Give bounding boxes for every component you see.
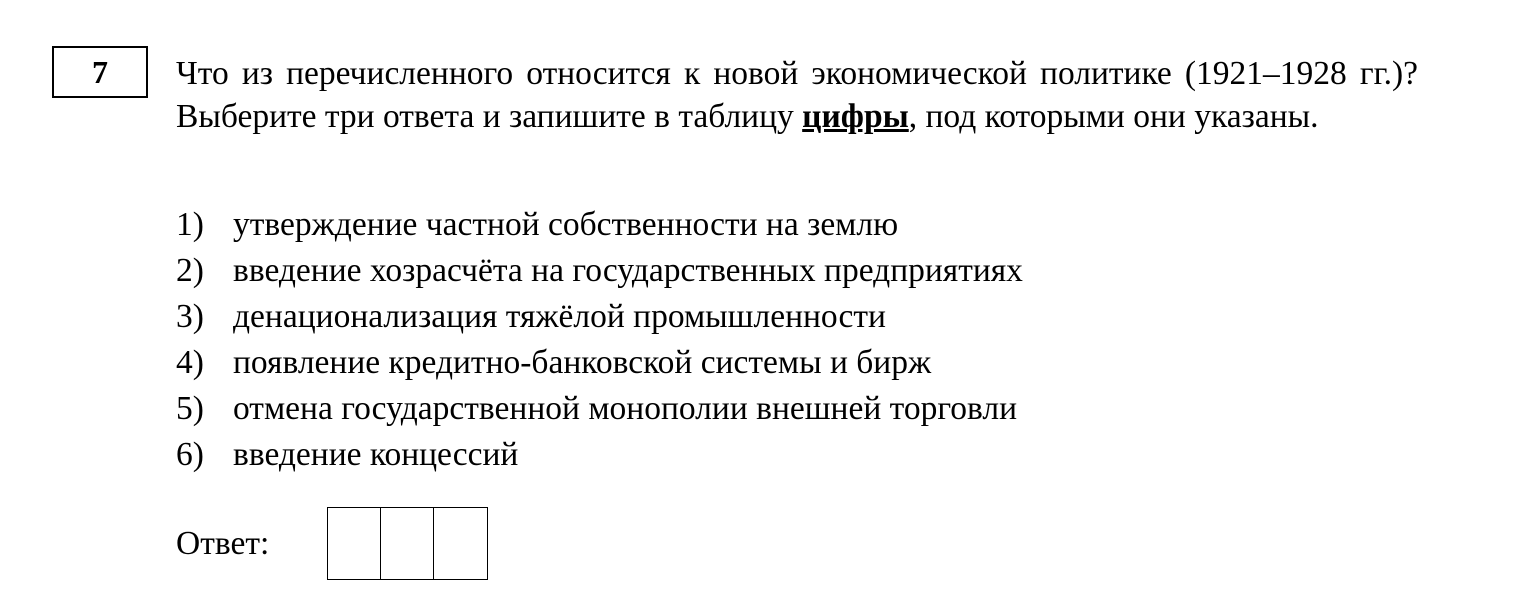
answer-section: [176, 506, 488, 581]
option-text: денационализация тяжёлой промышленности: [233, 298, 886, 335]
option-2: [176, 248, 1023, 294]
question-part-1: Что из перечисленного относится к новой экономической политике (1921–1928 гг.)? Выберите три ответа и запишите в таблицу: [176, 55, 1418, 135]
option-5: [176, 386, 1023, 432]
option-3: [176, 294, 1023, 340]
option-text: введение хозрасчёта на государственных предприятиях: [233, 252, 1023, 289]
option-text: отмена государственной монополии внешней торговли: [233, 390, 1018, 427]
task-number: 7: [92, 53, 108, 90]
option-text: введение концессий: [233, 436, 519, 473]
question-text: [176, 52, 1418, 138]
option-number: 1): [176, 206, 204, 243]
answer-label: Ответ:: [176, 524, 270, 562]
options-list: [176, 202, 1023, 478]
answer-table: [327, 507, 488, 580]
option-1: [176, 202, 1023, 248]
answer-cell-1[interactable]: [328, 508, 381, 579]
task-number-box: [52, 46, 148, 98]
option-number: 2): [176, 252, 204, 289]
option-4: [176, 340, 1023, 386]
option-number: 4): [176, 344, 204, 381]
option-6: [176, 432, 1023, 478]
question-emphasis: цифры: [802, 98, 909, 135]
option-number: 3): [176, 298, 204, 335]
option-text: утверждение частной собственности на землю: [233, 206, 899, 243]
question-part-2: , под которыми они указаны.: [908, 98, 1319, 135]
answer-cell-3[interactable]: [434, 508, 487, 579]
option-text: появление кредитно-банковской системы и бирж: [233, 344, 932, 381]
answer-cell-2[interactable]: [381, 508, 434, 579]
option-number: 6): [176, 436, 204, 473]
option-number: 5): [176, 390, 204, 427]
